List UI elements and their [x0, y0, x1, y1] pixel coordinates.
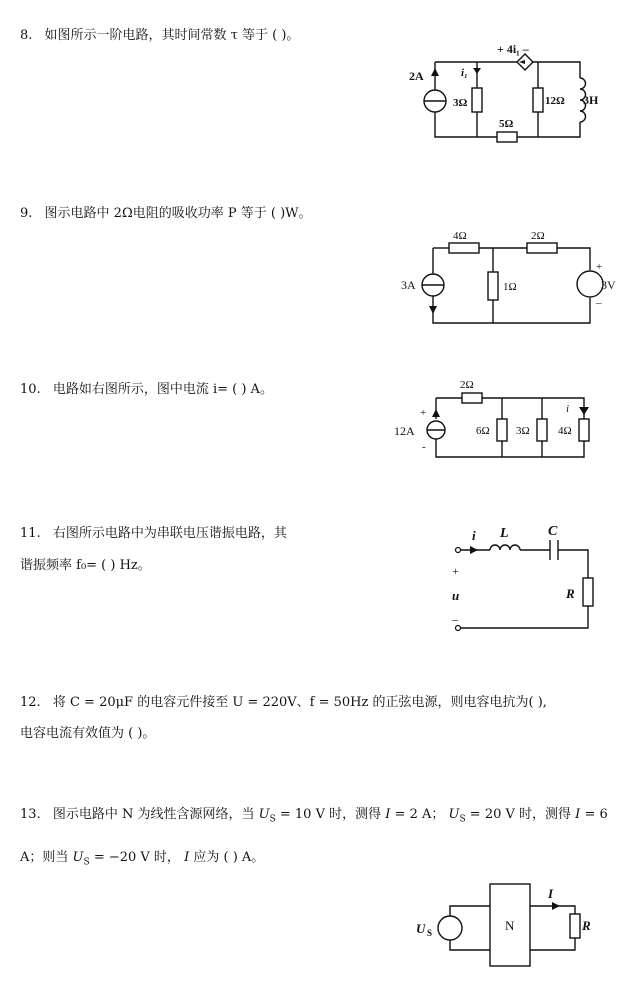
- src-label: 3A: [401, 278, 416, 292]
- u-label: u: [452, 588, 460, 603]
- l-label: 3H: [583, 93, 599, 107]
- question-10: [20, 381, 273, 399]
- i1-label: i₁: [461, 67, 468, 79]
- resistor-12ohm: [533, 88, 543, 112]
- i-label: i: [472, 528, 476, 543]
- terminal-bottom: [456, 626, 461, 631]
- q13-s: S: [269, 814, 276, 825]
- q13-s-2: S: [459, 814, 466, 825]
- circuit-figure-13: [410, 878, 610, 973]
- resistor-6ohm: [497, 419, 507, 441]
- q13-text-2: = 10 V 时，测得: [279, 807, 382, 822]
- r3-label: 4Ω: [558, 425, 572, 437]
- circuit-figure-8: [405, 40, 599, 150]
- c-label: C: [548, 524, 558, 539]
- i-label: I: [548, 886, 554, 901]
- question-text: 右图所示电路中为串联电压谐振电路，其: [52, 526, 287, 541]
- q13-i-3: I: [184, 850, 190, 865]
- q13-i-2: I: [575, 807, 581, 822]
- question-13: [20, 806, 608, 829]
- v-label: 3V: [601, 278, 616, 292]
- r-label: R: [566, 586, 575, 601]
- r2-label: 12Ω: [545, 95, 565, 107]
- n-label: N: [505, 918, 515, 933]
- resistor-4ohm: [449, 243, 479, 253]
- q13-text-3: = 2 A；: [394, 807, 445, 822]
- question-text: 如图所示一阶电路，其时间常数 τ 等于 ( )。: [44, 28, 300, 43]
- question-number: 8.: [20, 28, 33, 43]
- question-number: 9.: [20, 206, 33, 221]
- arrow-icon: [579, 407, 589, 415]
- r-top-label: 2Ω: [460, 379, 474, 391]
- cccs-label: + 4i₁ –: [497, 42, 529, 56]
- question-number: 10.: [20, 382, 41, 397]
- resistor-r: [583, 578, 593, 606]
- l-label: L: [500, 526, 509, 541]
- question-number: 13.: [20, 807, 41, 822]
- r-mid-label: 1Ω: [503, 281, 517, 293]
- arrow-icon: [470, 546, 478, 554]
- question-text: 电路如右图所示，图中电流 i= ( ) A。: [52, 382, 273, 397]
- question-text-line2: 谐振频率 f₀= ( ) Hz。: [20, 558, 151, 573]
- question-11: [20, 525, 287, 543]
- q13-s-3: S: [83, 857, 90, 868]
- q13-line2-a: A；则当: [20, 850, 69, 865]
- question-12: [20, 694, 547, 712]
- question-number: 11.: [20, 526, 41, 541]
- resistor-1ohm: [488, 272, 498, 300]
- minus-sign: –: [596, 297, 602, 309]
- plus-sign: +: [420, 407, 427, 419]
- terminal-top: [456, 548, 461, 553]
- r-top-right-label: 2Ω: [531, 230, 545, 242]
- question-number: 12.: [20, 695, 41, 710]
- plus-sign: +: [596, 261, 603, 273]
- arrow-icon: [552, 902, 560, 910]
- question-8: [20, 27, 299, 45]
- q13-text-1: 图示电路中 N 为线性含源网络，当: [52, 807, 255, 822]
- circuit-figure-9: [395, 228, 625, 338]
- r2-label: 3Ω: [516, 425, 530, 437]
- q13-u: U: [258, 807, 270, 822]
- plus-sign: +: [452, 564, 459, 578]
- resistor-3ohm: [537, 419, 547, 441]
- voltage-source-us: [438, 916, 462, 940]
- us-sub: S: [427, 928, 433, 938]
- question-13-line2: [20, 849, 264, 872]
- r3-label: 5Ω: [499, 118, 514, 130]
- inductor-icon: [490, 545, 520, 550]
- question-9: [20, 205, 312, 223]
- current-source-2a: [424, 68, 446, 112]
- resistor-2ohm: [527, 243, 557, 253]
- arrow-icon: [473, 68, 481, 74]
- current-source-3a: [422, 274, 444, 314]
- q13-text-4: = 20 V 时，测得: [469, 807, 572, 822]
- question-text: 图示电路中 2Ω电阻的吸收功率 P 等于 ( )W。: [44, 206, 312, 221]
- resistor-2ohm: [462, 393, 482, 403]
- resistor-5ohm: [497, 132, 517, 142]
- circuit-figure-11: [440, 520, 610, 640]
- r1-label: 3Ω: [453, 97, 468, 109]
- q13-u-3: U: [72, 850, 84, 865]
- r1-label: 6Ω: [476, 425, 490, 437]
- src-label: 12A: [394, 424, 415, 438]
- resistor-3ohm: [472, 88, 482, 112]
- circuit-figure-10: [392, 375, 612, 465]
- question-12-line2: [20, 725, 155, 743]
- minus-sign: -: [422, 441, 426, 453]
- src-label: 2A: [409, 69, 424, 83]
- i-label: i: [566, 403, 570, 415]
- q13-u-2: U: [448, 807, 460, 822]
- dependent-source: [517, 54, 533, 70]
- q13-line2-c: 应为 ( ) A。: [193, 850, 265, 865]
- q13-i: I: [385, 807, 391, 822]
- voltage-source-3v: [577, 271, 603, 297]
- r-top-left-label: 4Ω: [453, 230, 467, 242]
- current-source-12a: [427, 409, 445, 439]
- question-text: 将 C = 20μF 的电容元件接至 U = 220V、f = 50Hz 的正弦电源，则电容电抗为( ),: [52, 695, 547, 710]
- q13-text-5: = 6: [584, 807, 608, 822]
- resistor-r: [570, 914, 580, 938]
- r-label: R: [582, 918, 591, 933]
- us-label: U: [416, 921, 426, 936]
- minus-sign: –: [452, 612, 458, 626]
- question-text-line2: 电容电流有效值为 ( )。: [20, 726, 156, 741]
- q13-line2-b: = −20 V 时，: [93, 850, 180, 865]
- resistor-4ohm: [579, 419, 589, 441]
- question-11-line2: [20, 557, 151, 575]
